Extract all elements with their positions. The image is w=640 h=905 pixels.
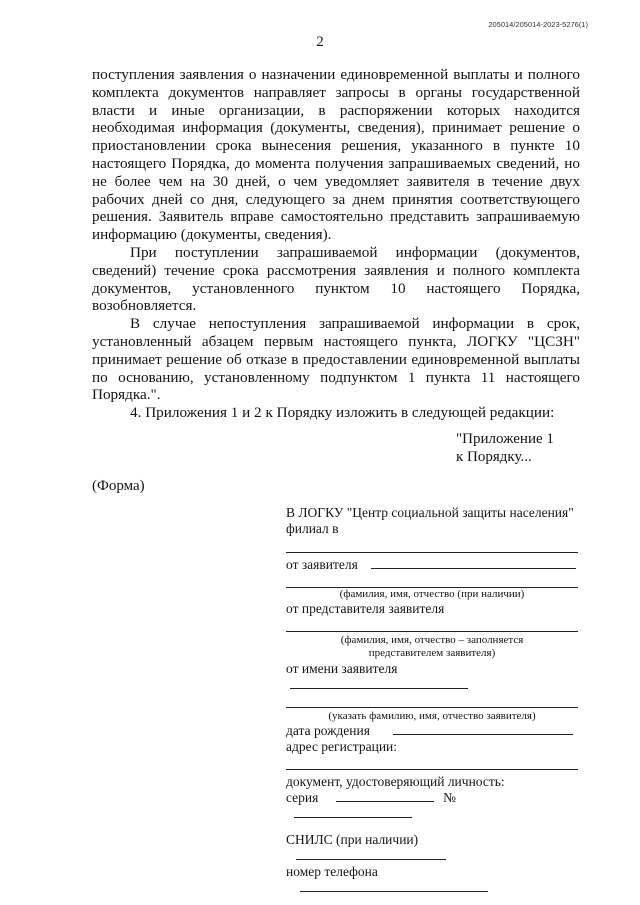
appendix-line: "Приложение 1	[456, 431, 554, 447]
blank-line[interactable]	[286, 707, 578, 708]
blank-line[interactable]	[286, 552, 578, 553]
paragraph-item-4: 4. Приложения 1 и 2 к Порядку изложить в следующей редакции:	[130, 404, 555, 422]
phone-label: номер телефона	[286, 864, 378, 879]
snils-label: СНИЛС (при наличии)	[286, 832, 419, 847]
form-label: (Форма)	[92, 478, 145, 494]
series-field[interactable]	[336, 790, 434, 802]
number-label: №	[443, 790, 456, 805]
from-applicant-label: от заявителя	[286, 557, 358, 572]
birth-date-label: дата рождения	[286, 723, 370, 738]
reg-address-label: адрес регистрации:	[286, 739, 398, 754]
paragraph-continued: поступления заявления о назначении единовременной выплаты и полного комплекта документов направляет запросы в органы государственной власти и иные организации, в распоряжении которых находится необходимая информация (документы, сведения), принимает решение о приостановлении срока вынесения решения, указанного в пункте 10 настоящего Порядка, до момента получения запрашиваемых сведений, но не более чем на 30 дней, о чем уведомляет заявителя в течение двух рабочих дней со дня, следующего за днем принятия соответствующего решения. Заявитель вправе самостоятельно представить запрашиваемую информацию (документы, сведения).	[92, 66, 580, 244]
on-behalf-label: от имени заявителя	[286, 661, 398, 676]
application-form	[286, 505, 578, 896]
caption-representative: (фамилия, имя, отчество – заполняется	[340, 634, 524, 646]
id-document-label: документ, удостоверяющий личность:	[286, 774, 505, 789]
birth-date-field[interactable]	[393, 723, 573, 735]
addressee-line: В ЛОГКУ "Центр социальной защиты населения"	[286, 505, 574, 520]
phone-field[interactable]	[300, 880, 488, 892]
caption-representative: представителем заявителя)	[368, 647, 496, 659]
page-number: 2	[316, 34, 324, 50]
from-representative-label: от представителя заявителя	[286, 601, 445, 616]
appendix-line: к Порядку...	[456, 449, 532, 465]
body-text	[92, 66, 580, 422]
paragraph: При поступлении запрашиваемой информации (документов, сведений) течение срока рассмотрения заявления и полного комплекта документов, установленного пунктом 10 настоящего Порядка, возобновляется.	[92, 243, 580, 315]
caption-on-behalf: (указать фамилию, имя, отчество заявителя)	[328, 710, 536, 722]
applicant-field[interactable]	[371, 557, 576, 569]
number-field[interactable]	[294, 806, 412, 818]
blank-line[interactable]	[286, 769, 578, 770]
series-label: серия	[286, 790, 319, 805]
branch-line: филиал в	[286, 521, 339, 536]
on-behalf-field[interactable]	[290, 677, 468, 689]
snils-field[interactable]	[296, 848, 446, 860]
document-reference: 205014/205014-2023-5276(1)	[488, 20, 588, 29]
paragraph: В случае непоступления запрашиваемой информации в срок, установленный абзацем первым настоящего пункта, ЛОГКУ "ЦСЗН" принимает решение об отказе в предоставлении единовременной выплаты по основанию, установленному подпунктом 1 пункта 11 настоящего Порядка.".	[92, 315, 580, 404]
appendix-heading	[456, 430, 554, 466]
blank-line[interactable]	[286, 631, 578, 632]
caption-fio: (фамилия, имя, отчество (при наличии)	[339, 588, 525, 600]
